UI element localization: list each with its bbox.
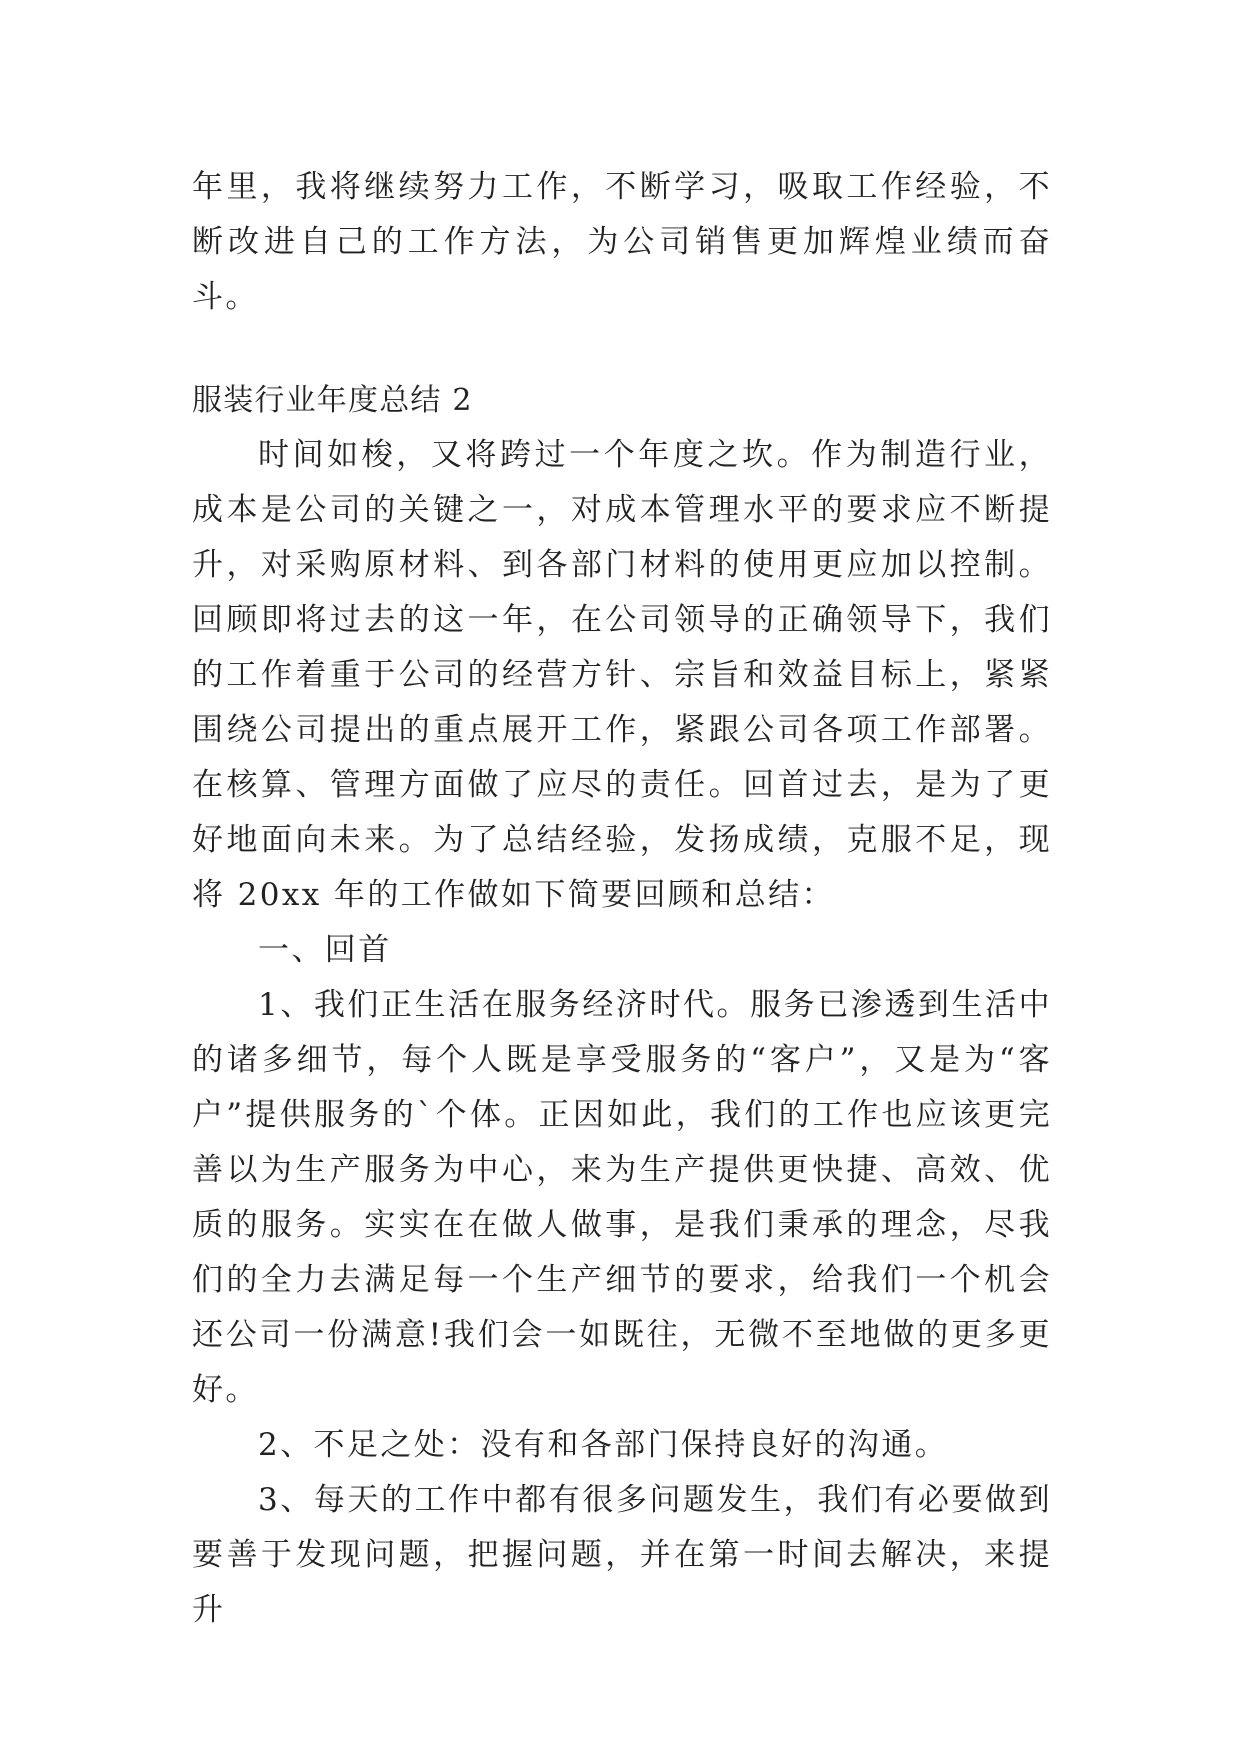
paragraph-1: 时间如梭，又将跨过一个年度之坎。作为制造行业，成本是公司的关键之一，对成本管理水平的要求应不断提升，对采购原材料、到各部门材料的使用更应加以控制。回顾即将过去的这一年，在公司领导的正确领导下，我们的工作着重于公司的经营方针、宗旨和效益目标上，紧紧围绕公司提出的重点展开工作，紧跟公司各项工作部署。在核算、管理方面做了应尽的责任。回首过去，是为了更好地面向未来。为了总结经验，发扬成绩，克服不足，现将 20xx 年的工作做如下简要回顾和总结： [192, 437, 1052, 913]
section-title: 服装行业年度总结 2 [192, 383, 473, 418]
paragraph-4: 2、不足之处：没有和各部门保持良好的沟通。 [258, 1427, 949, 1463]
intro-paragraph: 年里，我将继续努力工作，不断学习，吸取工作经验，不断改进自己的工作方法，为公司销售更加辉煌业绩而奋斗。 [192, 169, 1052, 315]
document-body [192, 160, 1052, 1638]
paragraph-2: 一、回首 [258, 932, 392, 968]
paragraph-5: 3、每天的工作中都有很多问题发生，我们有必要做到要善于发现问题，把握问题，并在第一时间去解决，来提升 [192, 1482, 1052, 1628]
paragraph-3: 1、我们正生活在服务经济时代。服务已渗透到生活中的诸多细节，每个人既是享受服务的“客户”，又是为“客户”提供服务的`个体。正因如此，我们的工作也应该更完善以为生产服务为中心，来为生产提供更快捷、高效、优质的服务。实实在在做人做事，是我们秉承的理念，尽我们的全力去满足每一个生产细节的要求，给我们一个机会还公司一份满意!我们会一如既往，无微不至地做的更多更好。 [192, 987, 1052, 1408]
